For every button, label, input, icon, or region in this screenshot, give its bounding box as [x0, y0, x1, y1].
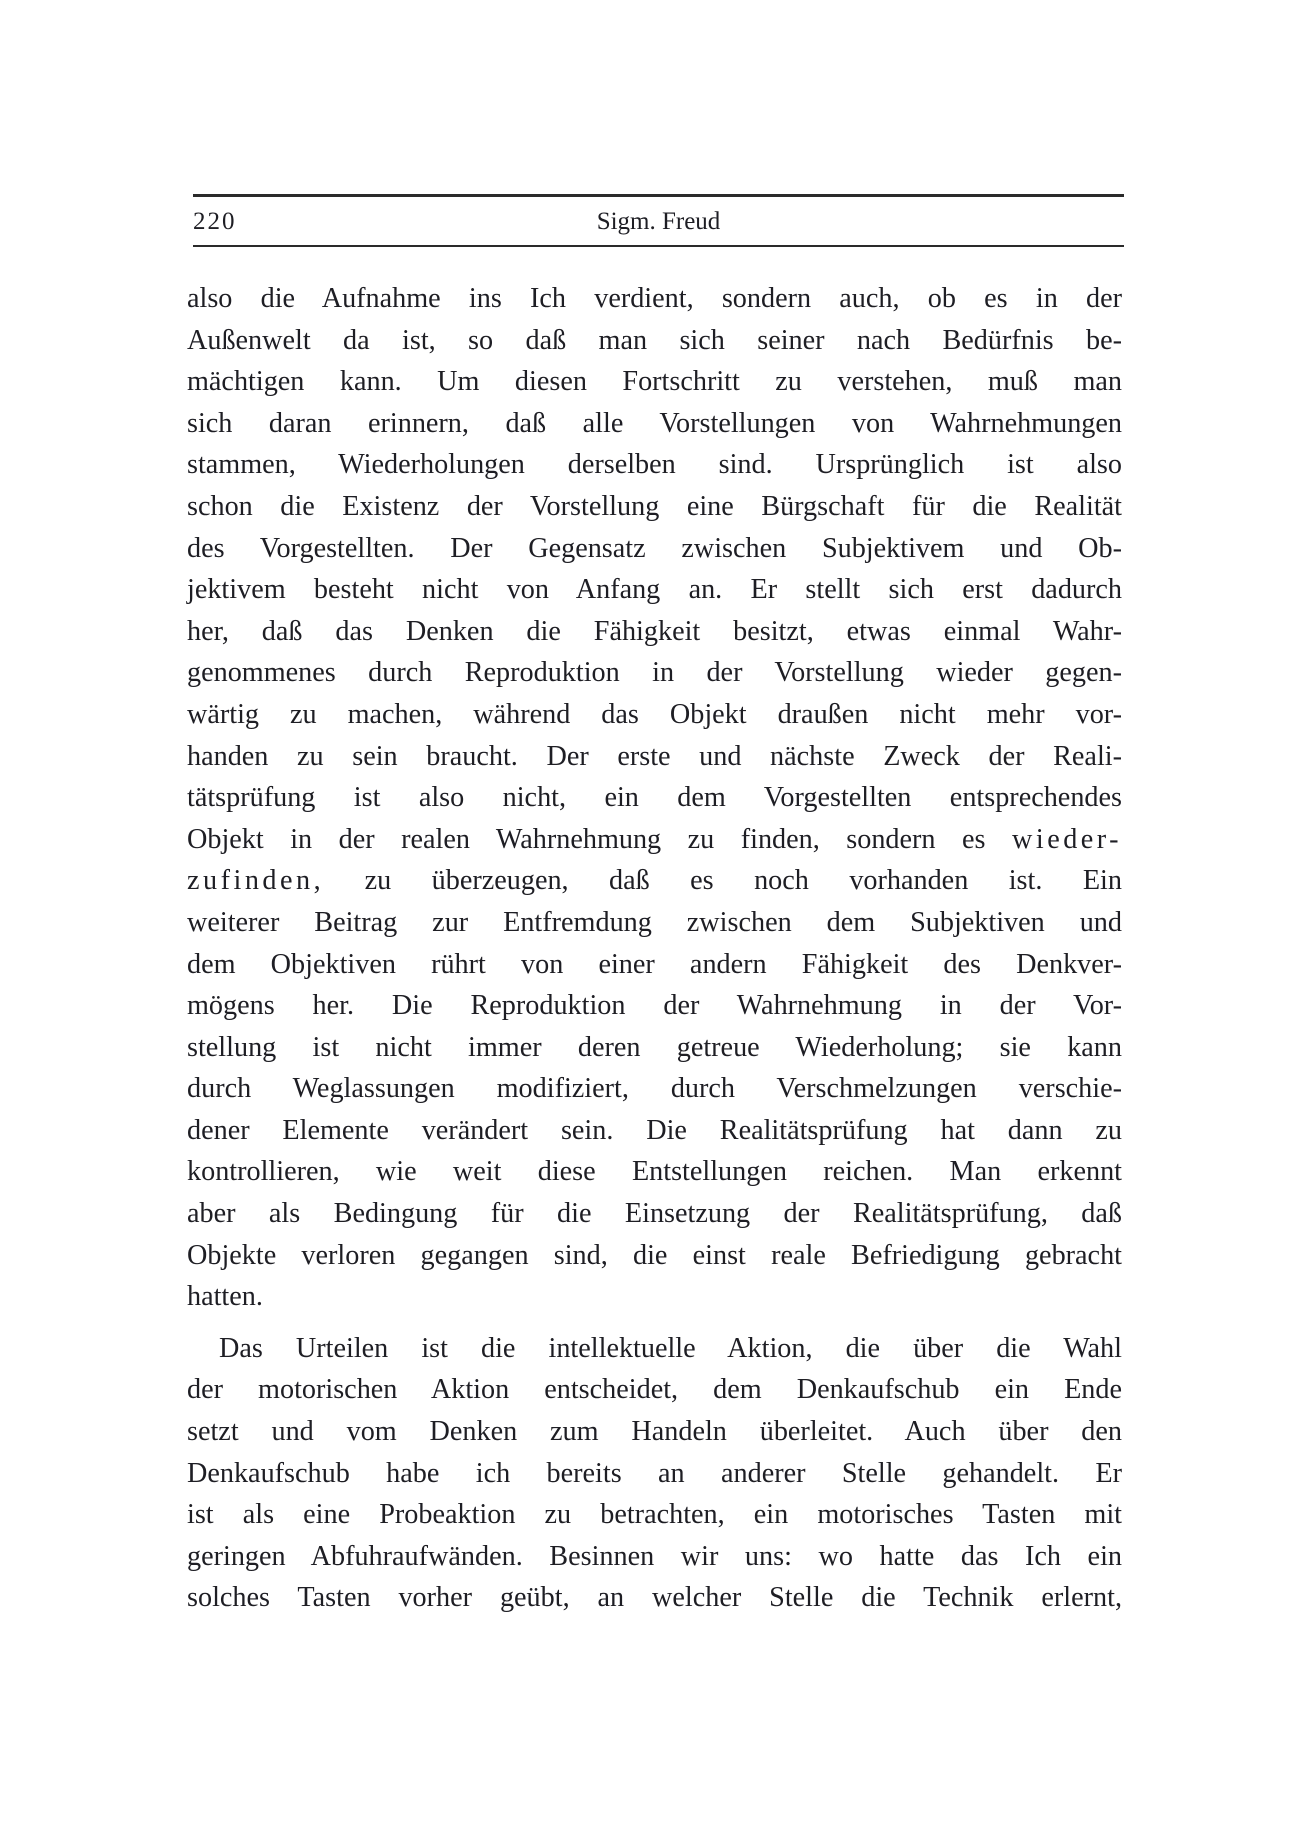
text-line: durch Weglassungen modifiziert, durch Verschmelzungen verschie-	[187, 1073, 1122, 1105]
text-line: ist als eine Probeaktion zu betrachten, ein motorisches Tasten mit	[187, 1499, 1122, 1531]
text-line: genommenes durch Reproduktion in der Vorstellung wieder gegen-	[187, 657, 1122, 689]
text-line: des Vorgestellten. Der Gegensatz zwischen Subjektivem und Ob-	[187, 532, 1122, 564]
text-line-with-emphasis	[187, 819, 1122, 861]
text-line: sich daran erinnern, daß alle Vorstellungen von Wahrnehmungen	[187, 407, 1122, 439]
paragraph-2	[187, 1328, 1122, 1619]
page-number: 220	[193, 208, 237, 235]
text-line: Objekte verloren gegangen sind, die einst reale Befriedigung gebracht	[187, 1239, 1122, 1271]
body-text	[187, 278, 1122, 1619]
text-line: wärtig zu machen, während das Objekt draußen nicht mehr vor-	[187, 698, 1122, 730]
text-line: her, daß das Denken die Fähigkeit besitzt, etwas einmal Wahr-	[187, 615, 1122, 647]
text-line: Das Urteilen ist die intellektuelle Aktion, die über die Wahl	[219, 1332, 1122, 1364]
text-line: Außenwelt da ist, so daß man sich seiner nach Bedürfnis be-	[187, 324, 1122, 356]
emphasized-word: wieder-	[1012, 823, 1123, 855]
text-line: geringen Abfuhraufwänden. Besinnen wir uns: wo hatte das Ich ein	[187, 1540, 1122, 1572]
text-line: jektivem besteht nicht von Anfang an. Er stellt sich erst dadurch	[187, 574, 1122, 606]
header-rule-bottom	[193, 245, 1124, 247]
text-line: stellung ist nicht immer deren getreue Wiederholung; sie kann	[187, 1031, 1122, 1063]
text-line: setzt und vom Denken zum Handeln überleitet. Auch über den	[187, 1416, 1122, 1448]
text-line: dem Objektiven rührt von einer andern Fähigkeit des Denkver-	[187, 948, 1122, 980]
paragraph-1	[187, 278, 1122, 1318]
text-line: Denkaufschub habe ich bereits an anderer Stelle gehandelt. Er	[187, 1457, 1122, 1489]
text-line: schon die Existenz der Vorstellung eine Bürgschaft für die Realität	[187, 490, 1122, 522]
text-line: mächtigen kann. Um diesen Fortschritt zu verstehen, muß man	[187, 366, 1122, 398]
text-line: stammen, Wiederholungen derselben sind. Ursprünglich ist also	[187, 449, 1122, 481]
text-line: aber als Bedingung für die Einsetzung der Realitätsprüfung, daß	[187, 1198, 1122, 1230]
text-line: also die Aufnahme ins Ich verdient, sondern auch, ob es in der	[187, 283, 1122, 314]
text-line: solches Tasten vorher geübt, an welcher Stelle die Technik erlernt,	[187, 1582, 1122, 1614]
text-line: hatten.	[187, 1281, 263, 1313]
emphasized-word: zufinden,	[187, 865, 325, 897]
text-line: der motorischen Aktion entscheidet, dem Denkaufschub ein Ende	[187, 1374, 1122, 1406]
text-line: weiterer Beitrag zur Entfremdung zwischen dem Subjektiven und	[187, 906, 1122, 938]
running-head: Sigm. Freud	[596, 208, 721, 235]
text-line: dener Elemente verändert sein. Die Realitätsprüfung hat dann zu	[187, 1114, 1122, 1146]
text-line: tätsprüfung ist also nicht, ein dem Vorgestellten entsprechendes	[187, 782, 1122, 814]
text-segment: Objekt in der realen Wahrnehmung zu finden, sondern es	[187, 823, 986, 855]
page-header	[193, 204, 1124, 240]
header-rule-top	[193, 194, 1124, 197]
text-line: mögens her. Die Reproduktion der Wahrnehmung in der Vor-	[187, 990, 1122, 1022]
text-line: handen zu sein braucht. Der erste und nächste Zweck der Reali-	[187, 740, 1122, 772]
text-line-with-emphasis	[187, 860, 1122, 902]
paragraph-gap	[187, 1318, 1122, 1328]
text-segment: zu überzeugen, daß es noch vorhanden ist. Ein	[364, 865, 1122, 897]
text-line: kontrollieren, wie weit diese Entstellungen reichen. Man erkennt	[187, 1156, 1122, 1188]
